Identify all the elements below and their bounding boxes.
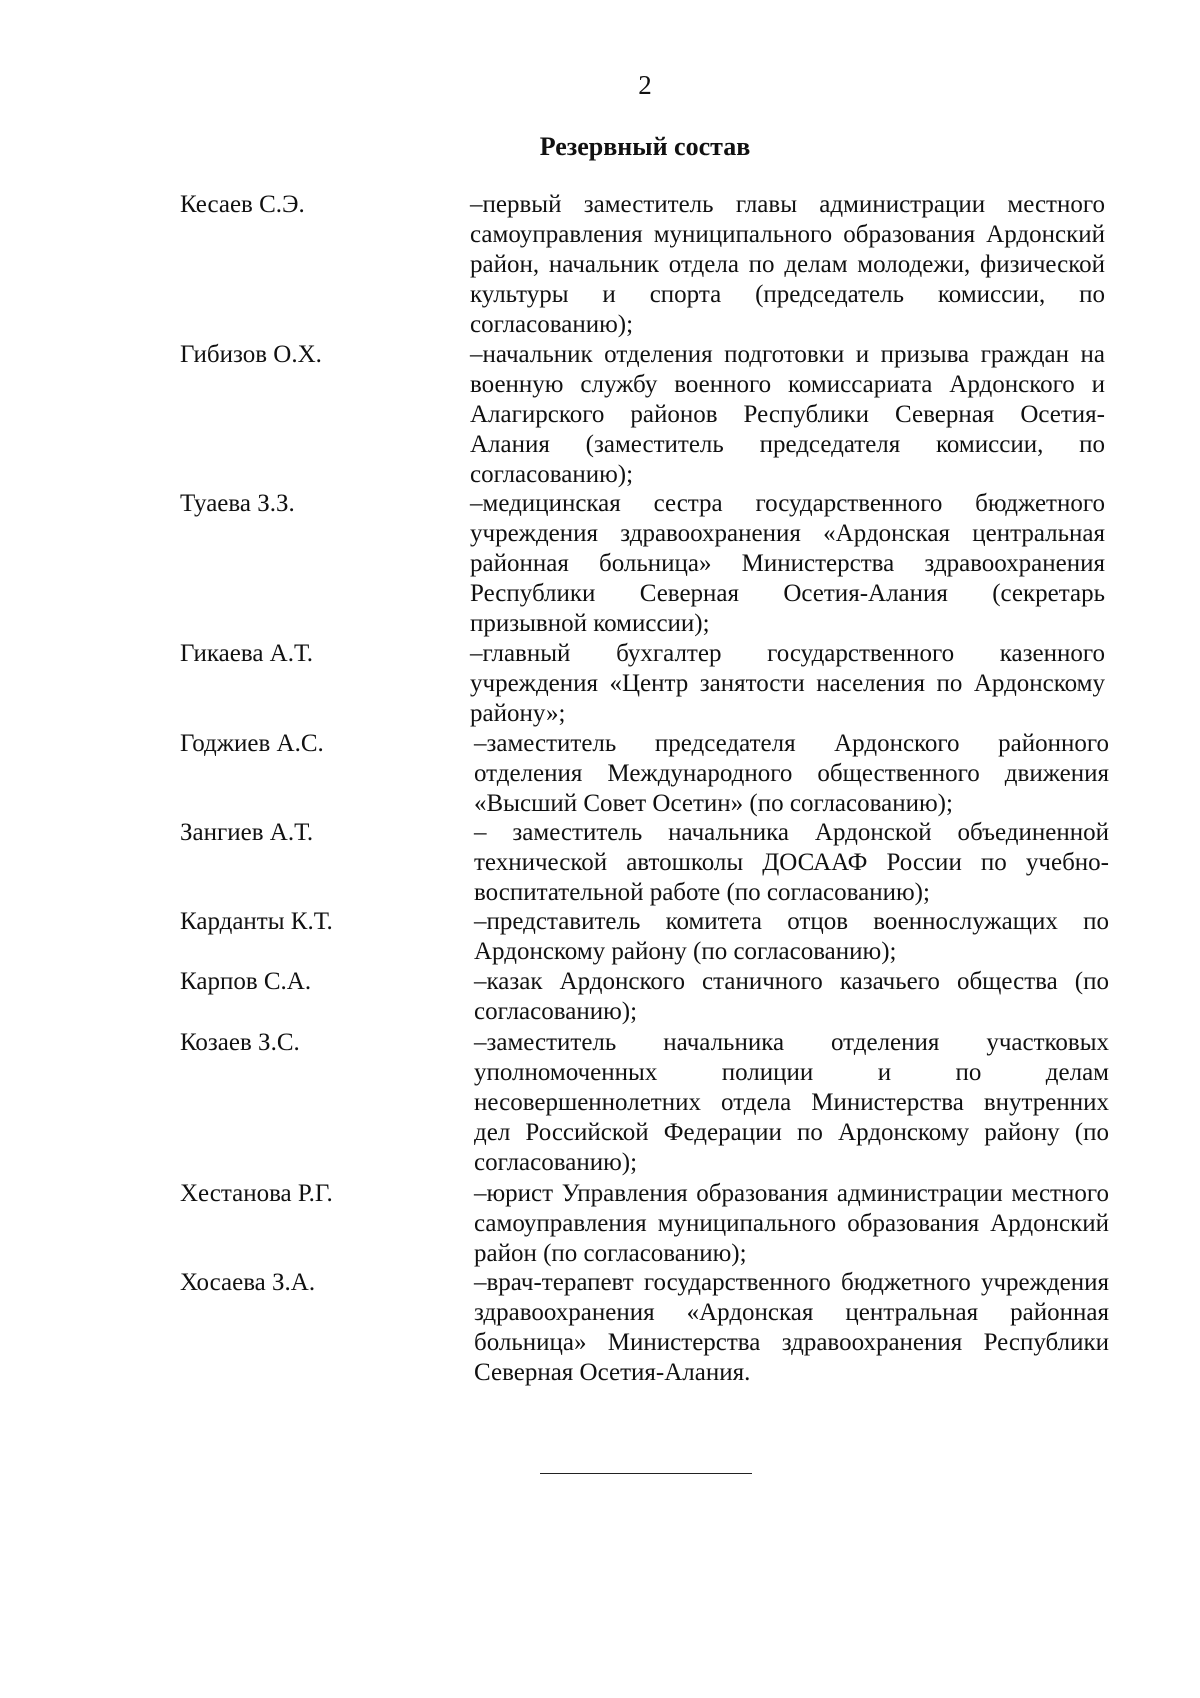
member-name: Гибизов О.Х. — [180, 341, 322, 368]
member-name: Хестанова Р.Г. — [180, 1180, 333, 1207]
member-name: Карпов С.А. — [180, 968, 312, 995]
member-name: Годжиев А.С. — [180, 730, 324, 757]
page-number: 2 — [638, 70, 652, 100]
member-description: – заместитель начальника Ардонской объединенной технической автошколы ДОСААФ России по учебно-воспитательной работе (по согласованию); — [474, 819, 1109, 906]
member-description: –медицинская сестра государственного бюджетного учреждения здравоохранения «Ардонская центральная районная больница» Министерства здравоохранения Республики Северная Осетия-Алания (секретарь призывной комиссии); — [470, 490, 1105, 637]
member-name: Туаева З.З. — [180, 490, 295, 517]
member-name: Гикаева А.Т. — [180, 640, 313, 667]
member-name: Кесаев С.Э. — [180, 191, 305, 218]
member-description: –заместитель начальника отделения участковых уполномоченных полиции и по делам несовершеннолетних отдела Министерства внутренних дел Российской Федерации по Ардонскому району (по согласованию); — [474, 1029, 1109, 1176]
member-description: –первый заместитель главы администрации местного самоуправления муниципального образования Ардонский район, начальник отдела по делам молодежи, физической культуры и спорта (председатель комиссии, по согласованию); — [470, 191, 1105, 338]
member-name: Хосаева З.А. — [180, 1269, 316, 1296]
closing-separator-line — [540, 1473, 752, 1474]
member-description: –главный бухгалтер государственного казенного учреждения «Центр занятости населения по Ардонскому району»; — [470, 640, 1105, 727]
member-description: –казак Ардонского станичного казачьего общества (по согласованию); — [474, 968, 1109, 1025]
member-name: Козаев З.С. — [180, 1029, 300, 1056]
member-name: Зангиев А.Т. — [180, 819, 314, 846]
member-description: –начальник отделения подготовки и призыва граждан на военную службу военного комиссариата Ардонского и Алагирского районов Республики Северная Осетия-Алания (заместитель председателя комиссии, по согласованию); — [470, 341, 1105, 488]
member-name: Карданты К.Т. — [180, 908, 333, 935]
member-description: –заместитель председателя Ардонского районного отделения Международного общественного движения «Высший Совет Осетин» (по согласованию); — [474, 730, 1109, 817]
member-description: –представитель комитета отцов военнослужащих по Ардонскому району (по согласованию); — [474, 908, 1109, 965]
page-title: Резервный состав — [539, 132, 751, 161]
member-description: –врач-терапевт государственного бюджетного учреждения здравоохранения «Ардонская центральная районная больница» Министерства здравоохранения Республики Северная Осетия-Алания. — [474, 1269, 1109, 1386]
member-description: –юрист Управления образования администрации местного самоуправления муниципального образования Ардонский район (по согласованию); — [474, 1180, 1109, 1267]
